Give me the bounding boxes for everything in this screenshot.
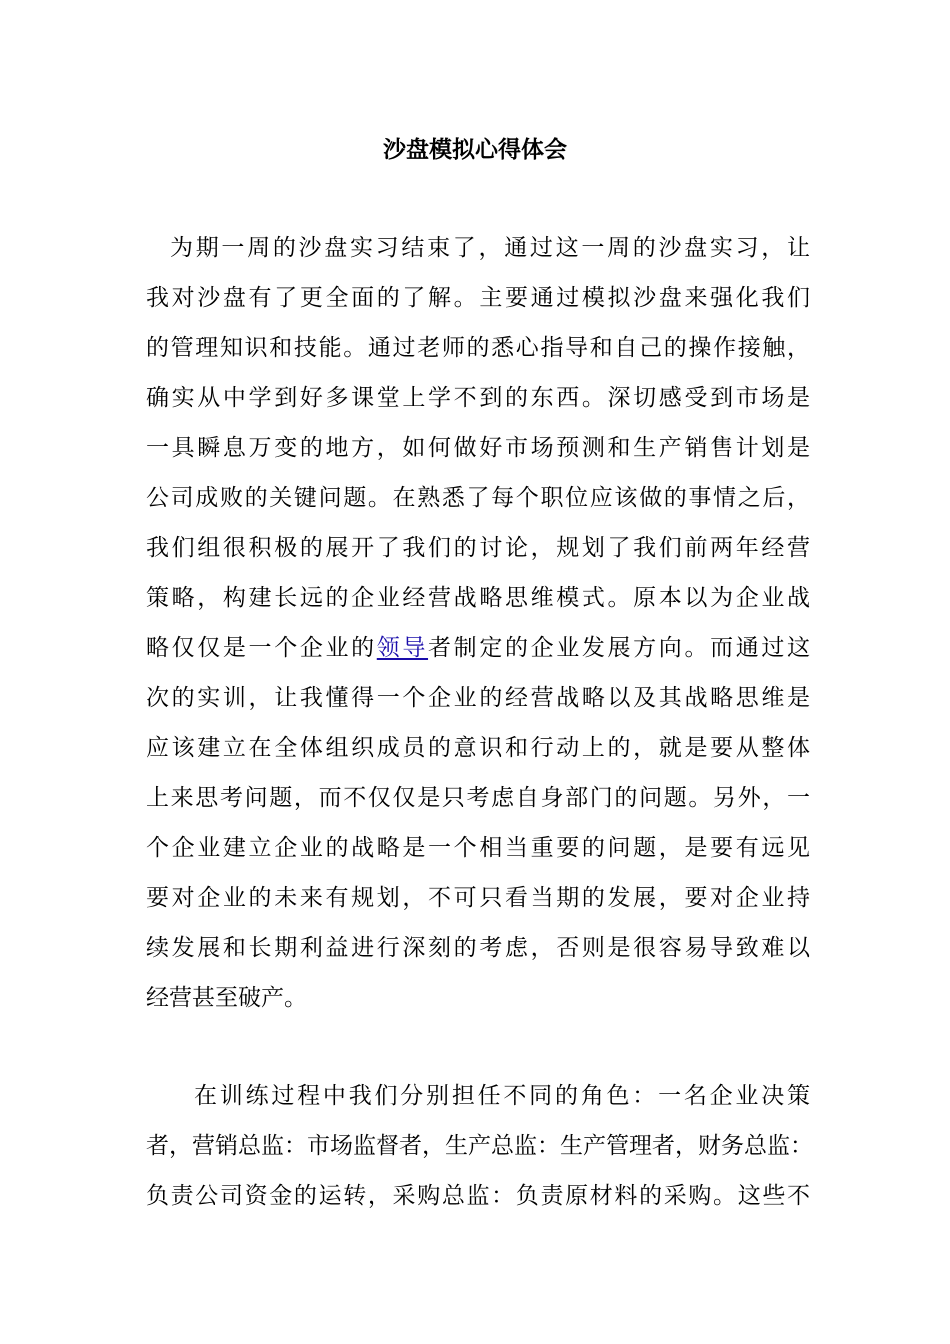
paragraph-line: 应该建立在全体组织成员的意识和行动上的，就是要从整体 (146, 735, 810, 761)
paragraph-line: 续发展和长期利益进行深刻的考虑，否则是很容易导致难以 (146, 935, 810, 961)
line-text-before-link: 略仅仅是一个企业的 (146, 635, 377, 661)
paragraph-line: 公司成败的关键问题。在熟悉了每个职位应该做的事情之后， (146, 485, 810, 511)
line-text-after-link: 者制定的企业发展方向。而通过这 (428, 635, 811, 661)
paragraph-line: 要对企业的未来有规划，不可只看当期的发展，要对企业持 (146, 885, 810, 911)
leader-link[interactable]: 领导 (376, 635, 429, 661)
paragraph-line: 策略，构建长远的企业经营战略思维模式。原本以为企业战 (146, 585, 810, 611)
paragraph-line: 次的实训，让我懂得一个企业的经营战略以及其战略思维是 (146, 685, 810, 711)
paragraph-line: 者，营销总监：市场监督者，生产总监：生产管理者，财务总监： (146, 1133, 813, 1159)
paragraph-line-with-link (146, 623, 810, 673)
paragraph-line: 负责公司资金的运转，采购总监：负责原材料的采购。这些不 (146, 1183, 810, 1209)
paragraph-1 (146, 223, 810, 1023)
paragraph-line: 的管理知识和技能。通过老师的悉心指导和自己的操作接触， (146, 335, 810, 361)
paragraph-line: 在训练过程中我们分别担任不同的角色：一名企业决策 (194, 1083, 810, 1109)
paragraph-line: 我对沙盘有了更全面的了解。主要通过模拟沙盘来强化我们 (146, 285, 810, 311)
paragraph-line: 一具瞬息万变的地方，如何做好市场预测和生产销售计划是 (146, 435, 810, 461)
paragraph-line: 为期一周的沙盘实习结束了，通过这一周的沙盘实习，让 (170, 235, 810, 261)
paragraph-line: 个企业建立企业的战略是一个相当重要的问题，是要有远见 (146, 835, 810, 861)
paragraph-line: 经营甚至破产。 (146, 985, 307, 1011)
paragraph-line: 确实从中学到好多课堂上学不到的东西。深切感受到市场是 (146, 385, 810, 411)
paragraph-line: 上来思考问题，而不仅仅是只考虑自身部门的问题。另外，一 (146, 785, 810, 811)
paragraph-2 (146, 1071, 813, 1221)
document-title: 沙盘模拟心得体会 (383, 136, 567, 163)
paragraph-line: 我们组很积极的展开了我们的讨论，规划了我们前两年经营 (146, 535, 810, 561)
